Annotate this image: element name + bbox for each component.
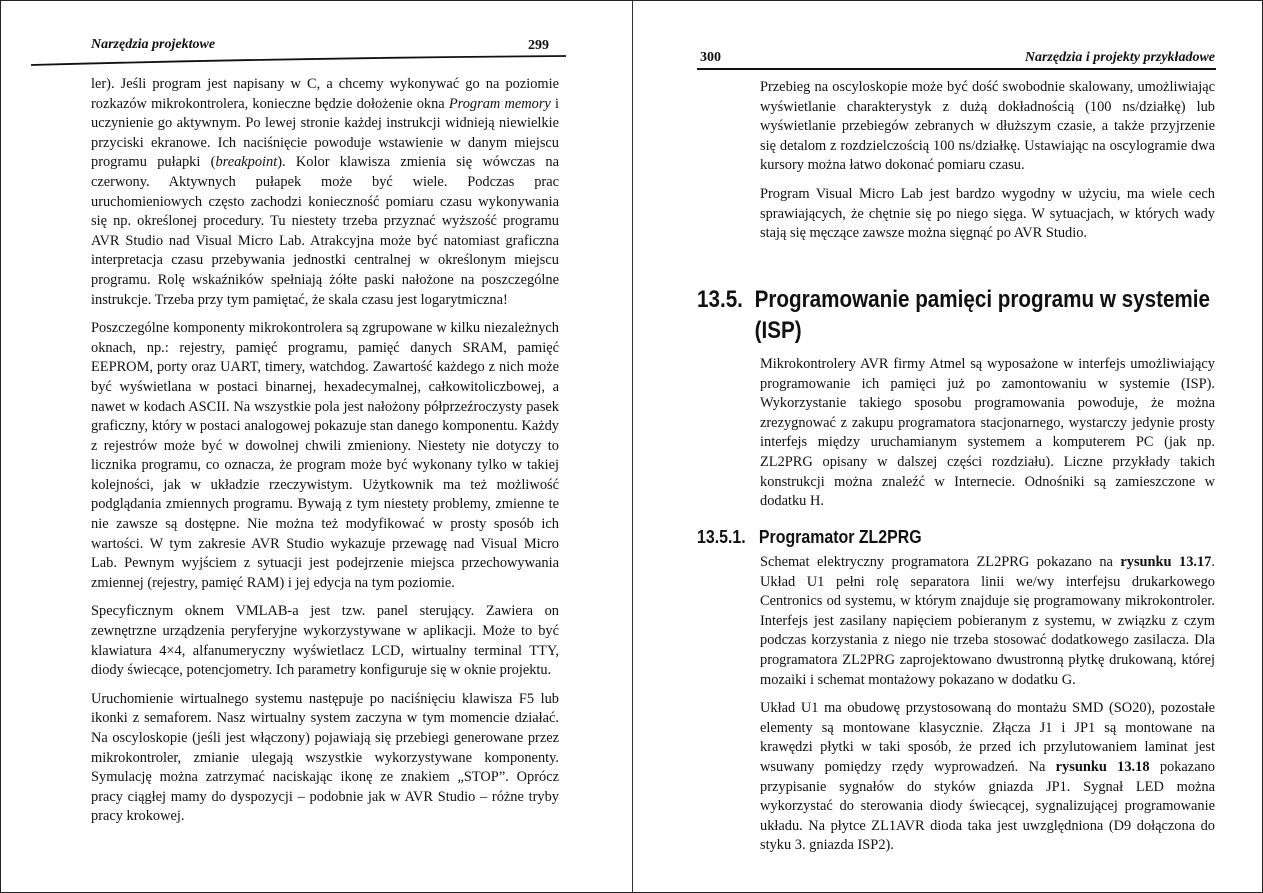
text-run: Mikrokontrolery AVR firmy Atmel są wyposażone w interfejs umożliwiający programowanie ich pamięci już po zamontowaniu w systemie (ISP). Wykorzystanie takiego sposobu programowania powoduje, że można zrezygnować z zakupu programatora stacjonarnego, wystarczy jedynie prosty interfejs między uruchamianym systemem a komputerem PC (jak np. ZL2PRG opisany w dalszej części rozdziału). Liczne przykłady takich konstrukcji można znaleźć w Internecie. Odnośniki są zamieszczone w dodatku H. bbox=[760, 356, 1215, 510]
italic-term: breakpoint bbox=[215, 154, 278, 171]
right-page-number: 300 bbox=[700, 50, 721, 65]
paragraph bbox=[91, 75, 559, 310]
text-run: Schemat elektryczny programatora ZL2PRG pokazano na bbox=[760, 554, 1121, 570]
text-run: . Układ U1 pełni rolę separatora linii we/wy interfejsu drukarkowego Centronics od systemu, w którym znajduje się programowany mikrokontroler. Interfejs jest zasilany napięciem pobieranym z systemu, w związku z czym podczas korzystania z niego nie trzeba stosować dodatkowego zasilacza. Dla programatora ZL2PRG zaprojektowano dwustronną płytkę drukowaną, której mozaiki i schemat montażowy pokazano w dodatku G. bbox=[760, 554, 1215, 688]
text-run: Program Visual Micro Lab jest bardzo wygodny w użyciu, ma wiele cech sprawiających, że chętnie się po niego sięga. W sytuacjach, w których wady stają się męczące zawsze można sięgnąć po AVR Studio. bbox=[760, 185, 1215, 242]
right-running-title: Narzędzia i projekty przykładowe bbox=[1024, 50, 1215, 65]
right-page bbox=[633, 1, 1262, 892]
text-run: Przebieg na oscyloskopie może być dość swobodnie skalowany, umożliwiając wyświetlanie charakterystyk z dużą dokładnością (100 ns/działkę) lub wyświetlanie przebiegów zebranych w dłuższym czasie, a także przyjrzenie się detalom z rozdzielczością 100 ns/działkę. Ustawiając na oscylogramie dwa kursory można łatwo dokonać pomiaru czasu. bbox=[760, 79, 1215, 174]
paragraph bbox=[760, 699, 1215, 856]
subsection-heading bbox=[697, 526, 922, 548]
subsection-title: Programator ZL2PRG bbox=[758, 526, 922, 547]
text-run: Układ U1 ma obudowę przystosowaną do montażu SMD (SO20), pozostałe elementy są montowane klasycznie. Złącza J1 i JP1 są montowane na krawędzi płytki w taki sposób, że przed ich przylutowaniem laminat jest wsuwany pomiędzy rzędy wyprowadzeń. Na bbox=[760, 700, 1215, 775]
right-header-rule bbox=[697, 68, 1216, 70]
subsection-body-text bbox=[760, 553, 1215, 865]
section-heading bbox=[697, 284, 1210, 346]
text-run: Specyficznym oknem VMLAB-a jest tzw. panel sterujący. Zawiera on zewnętrzne urządzenia peryferyjne wykorzystywane w aplikacji. Może to być klawiatura 4×4, alfanumeryczny wyświetlacz LCD, wirtualny terminal TTY, diody świecące, potencjometry. Ich parametry konfiguruje się w oknie projektu. bbox=[91, 603, 559, 679]
left-header-rule bbox=[31, 54, 566, 68]
paragraph bbox=[760, 78, 1215, 176]
left-page bbox=[1, 1, 632, 892]
paragraph bbox=[760, 553, 1215, 690]
left-running-title: Narzędzia projektowe bbox=[91, 37, 216, 52]
paragraph bbox=[760, 355, 1215, 512]
text-run: Poszczególne komponenty mikrokontrolera są zgrupowane w kilku niezależnych oknach, np.: rejestry, pamięć programu, pamięć danych SRAM, pamięć EEPROM, porty oraz UART, timery, watchdog. Zawartość każdego z nich może być wyświetlana w postaci binarnej, hexadecymalnej, całkowitoliczbowej, a nawet w kodach ASCII. Na wszystkie pola jest nałożony półprzeźroczysty pasek graficzny, który w postaci analogowej pokazuje stan danego komponentu. Każdy z rejestrów może być w dowolnej chwili zmieniony. Niestety nie dotyczy to licznika programu, co oznacza, że program może być wykonany tylko w takiej kolejności, jak w układzie rzeczywistym. Użytkownik ma też możliwość podglądania zmiennych programu. Bywają z tym niestety problemy, zmienne te nie zawsze są dostępne. Nie można też modyfikować w prosty sposób ich wartości. W tym zakresie AVR Studio wykazuje przewagę nad Visual Micro Lab. Pewnym wyjściem z sytuacji jest podejrzenie miejsca przechowywania zmiennej (rejestry, pamięć RAM) i jej edycja na tym poziomie. bbox=[91, 320, 559, 591]
section-title-line1: Programowanie pamięci programu w systemie bbox=[754, 286, 1211, 313]
text-run: i uczynienie go aktywnym. Po lewej stronie każdej instrukcji widnieją niewielkie przyciski ekranowe. Ich naciśnięcie powoduje wstawienie w danym miejscu programu pułapki ( bbox=[91, 95, 559, 171]
text-run: pokazano przypisanie sygnałów do styków gniazda JP1. Sygnał LED można wykorzystać do sterowania diody świecącej, sygnalizującej programowanie układu. Na płytce ZL1AVR dioda taka jest uwzględniona (D9 dołączona do styku 3. gniazda ISP2). bbox=[760, 758, 1215, 854]
bold-reference: rysunku 13.17 bbox=[1120, 554, 1212, 570]
section-title-line2: (ISP) bbox=[754, 317, 802, 344]
italic-term: Program memory bbox=[448, 95, 551, 112]
subsection-number: 13.5.1. bbox=[697, 526, 746, 547]
text-run: Uruchomienie wirtualnego systemu następuje po naciśnięciu klawisza F5 lub ikonki z semaforem. Nasz wirtualny system zaczyna w tym momencie działać. Na oscyloskopie (jeśli jest włączony) pojawiają się przebiegi generowane przez mikrokontroler, zmianie ulegają wszystkie wykorzystywane komponenty. Symulację można zatrzymać naciskając ikonę ze znakiem „STOP”. Oprócz pracy ciągłej mamy do dyspozycji – podobnie jak w AVR Studio – różne tryby pracy krokowej. bbox=[91, 690, 559, 825]
right-intro-text bbox=[760, 78, 1215, 253]
left-page-number: 299 bbox=[528, 38, 549, 53]
paragraph bbox=[91, 690, 559, 827]
paragraph bbox=[91, 319, 559, 593]
text-run: ler). Jeśli program jest napisany w C, a chcemy wykonywać go na poziomie rozkazów mikrokontrolera, konieczne będzie dołożenie okna bbox=[91, 76, 559, 112]
left-body-text bbox=[91, 75, 559, 836]
text-run: ). Kolor klawisza zmienia się wówczas na czerwony. Aktywnych pułapek może być wiele. Podczas prac uruchomieniowych często zachodzi konieczność pomiaru czasu wykonywania się np. określonej procedury. Tu niestety trzeba przyznać wyższość programu AVR Studio nad Visual Micro Lab. Atrakcyjna może być natomiast graficzna interpretacja czasu przebywania jednostki centralnej w określonym miejscu programu. Rolę wskaźników spełniają żółte paski nałożone na poszczególne instrukcje. Trzeba przy tym pamiętać, że skala czasu jest logarytmiczna! bbox=[91, 154, 559, 308]
section-body-text bbox=[760, 355, 1215, 521]
paragraph bbox=[760, 185, 1215, 244]
section-number: 13.5. bbox=[697, 286, 743, 313]
paragraph bbox=[91, 602, 559, 680]
bold-reference: rysunku 13.18 bbox=[1055, 758, 1150, 775]
